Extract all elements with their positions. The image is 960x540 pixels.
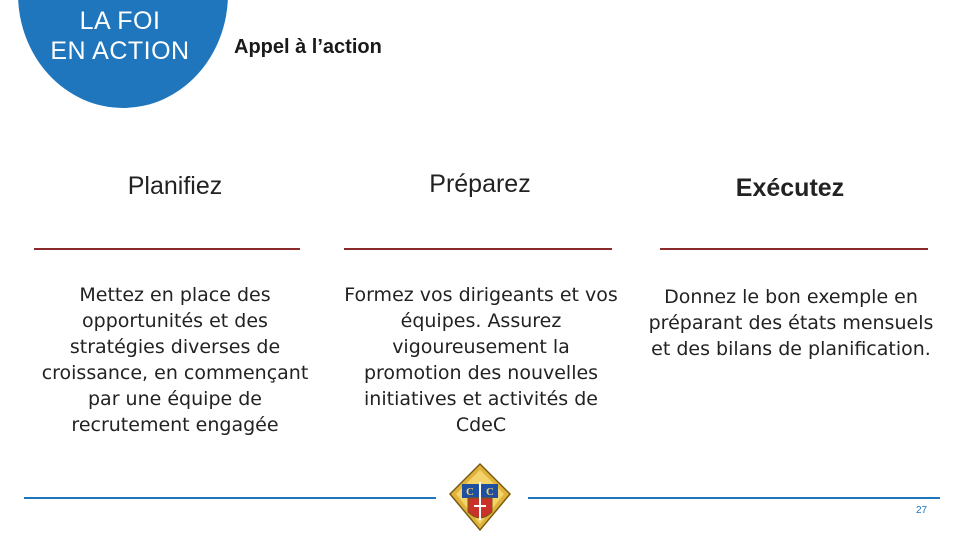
column-body-planifiez: Mettez en place des opportunités et des stratégies diverses de croissance, en commençant par une équipe de recrutement engagée	[41, 284, 309, 436]
column-divider	[34, 248, 300, 250]
column-title-executez: Exécutez	[735, 174, 845, 202]
badge-line-2: EN ACTION	[50, 37, 190, 65]
column-title-planifiez: Planifiez	[127, 172, 223, 200]
column-divider	[660, 248, 928, 250]
column-body-executez: Donnez le bon exemple en préparant des états mensuels et des bilans de planification.	[648, 286, 934, 360]
column-divider	[344, 248, 612, 250]
knights-emblem-icon	[448, 462, 512, 532]
footer-rule-left	[24, 497, 436, 499]
page-number: 27	[916, 505, 928, 516]
column-body-preparez: Formez vos dirigeants et vos équipes. Assurez vigoureusement la promotion des nouvelles initiatives et activités de CdeC	[344, 284, 618, 436]
emblem-letter-right: C	[486, 486, 494, 498]
footer-rule-right	[528, 497, 940, 499]
slide-subtitle: Appel à l’action	[234, 36, 382, 58]
badge-line-1: LA FOI	[79, 7, 161, 35]
section-badge-label	[20, 6, 220, 66]
column-title-preparez: Préparez	[429, 170, 531, 198]
emblem-letter-left: C	[466, 486, 474, 498]
